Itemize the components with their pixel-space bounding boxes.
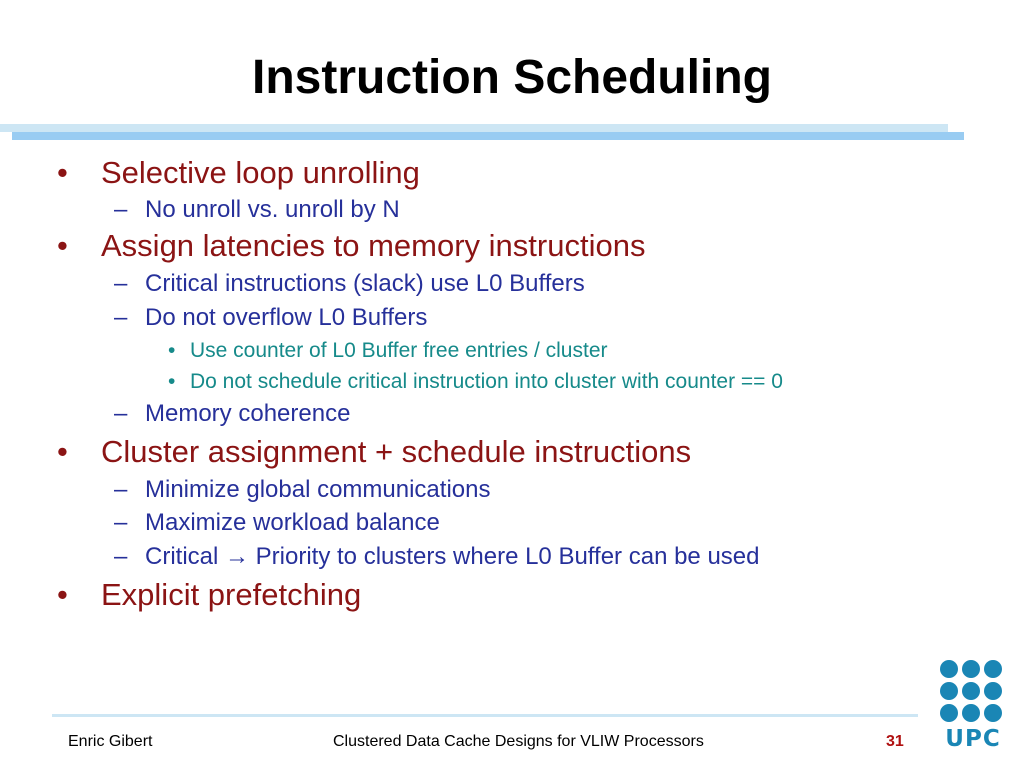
bullet-item	[57, 153, 420, 193]
bullet-item	[114, 302, 428, 334]
bullet-text: No unroll vs. unroll by N	[145, 196, 400, 223]
bullet-marker: –	[114, 196, 128, 223]
bullet-item	[57, 226, 646, 266]
bullet-item	[168, 368, 783, 396]
bullet-text: Selective loop unrolling	[101, 155, 420, 190]
bullet-text: Assign latencies to memory instructions	[101, 228, 646, 263]
bullet-item	[57, 432, 692, 472]
bullet-marker: •	[168, 370, 176, 393]
footer-rule	[52, 714, 918, 717]
page-number: 31	[886, 733, 904, 750]
bullet-item	[114, 541, 760, 573]
bullet-marker: –	[114, 476, 128, 503]
bullet-marker: •	[57, 228, 68, 263]
bullet-item	[114, 474, 491, 506]
upc-logo-text: UPC	[945, 726, 1001, 752]
bullet-item	[114, 507, 440, 539]
bullet-text: Critical instructions (slack) use L0 Buffers	[145, 270, 585, 297]
bullet-text: Use counter of L0 Buffer free entries / cluster	[190, 339, 608, 362]
bullet-marker: –	[114, 304, 128, 331]
bullet-text: Memory coherence	[145, 400, 351, 427]
bullet-item	[114, 194, 400, 226]
bullet-item	[168, 337, 608, 365]
bullet-text: Explicit prefetching	[101, 577, 362, 612]
slide-title: Instruction Scheduling	[251, 51, 772, 104]
footer-title: Clustered Data Cache Designs for VLIW Processors	[333, 733, 704, 750]
footer-author: Enric Gibert	[68, 733, 153, 750]
bullet-marker: –	[114, 270, 128, 297]
bullet-item	[57, 575, 362, 615]
bullet-text: Maximize workload balance	[145, 509, 440, 536]
bullet-marker: •	[57, 155, 68, 190]
bullet-text: Do not overflow L0 Buffers	[145, 304, 428, 331]
bullet-marker: •	[57, 577, 68, 612]
bullet-marker: •	[168, 339, 176, 362]
bullet-marker: •	[57, 434, 68, 469]
bullet-marker: –	[114, 509, 128, 536]
bullet-text: Cluster assignment + schedule instructions	[101, 434, 692, 469]
upc-logo	[940, 658, 1006, 752]
bullet-marker: –	[114, 543, 128, 570]
bullet-text: Critical → Priority to clusters where L0 Buffer can be used	[145, 543, 760, 570]
bullet-item	[114, 398, 351, 430]
bullet-marker: –	[114, 400, 128, 427]
bullet-item	[114, 268, 585, 300]
bullet-text: Do not schedule critical instruction into cluster with counter == 0	[190, 370, 783, 393]
bullet-text: Minimize global communications	[145, 476, 491, 503]
